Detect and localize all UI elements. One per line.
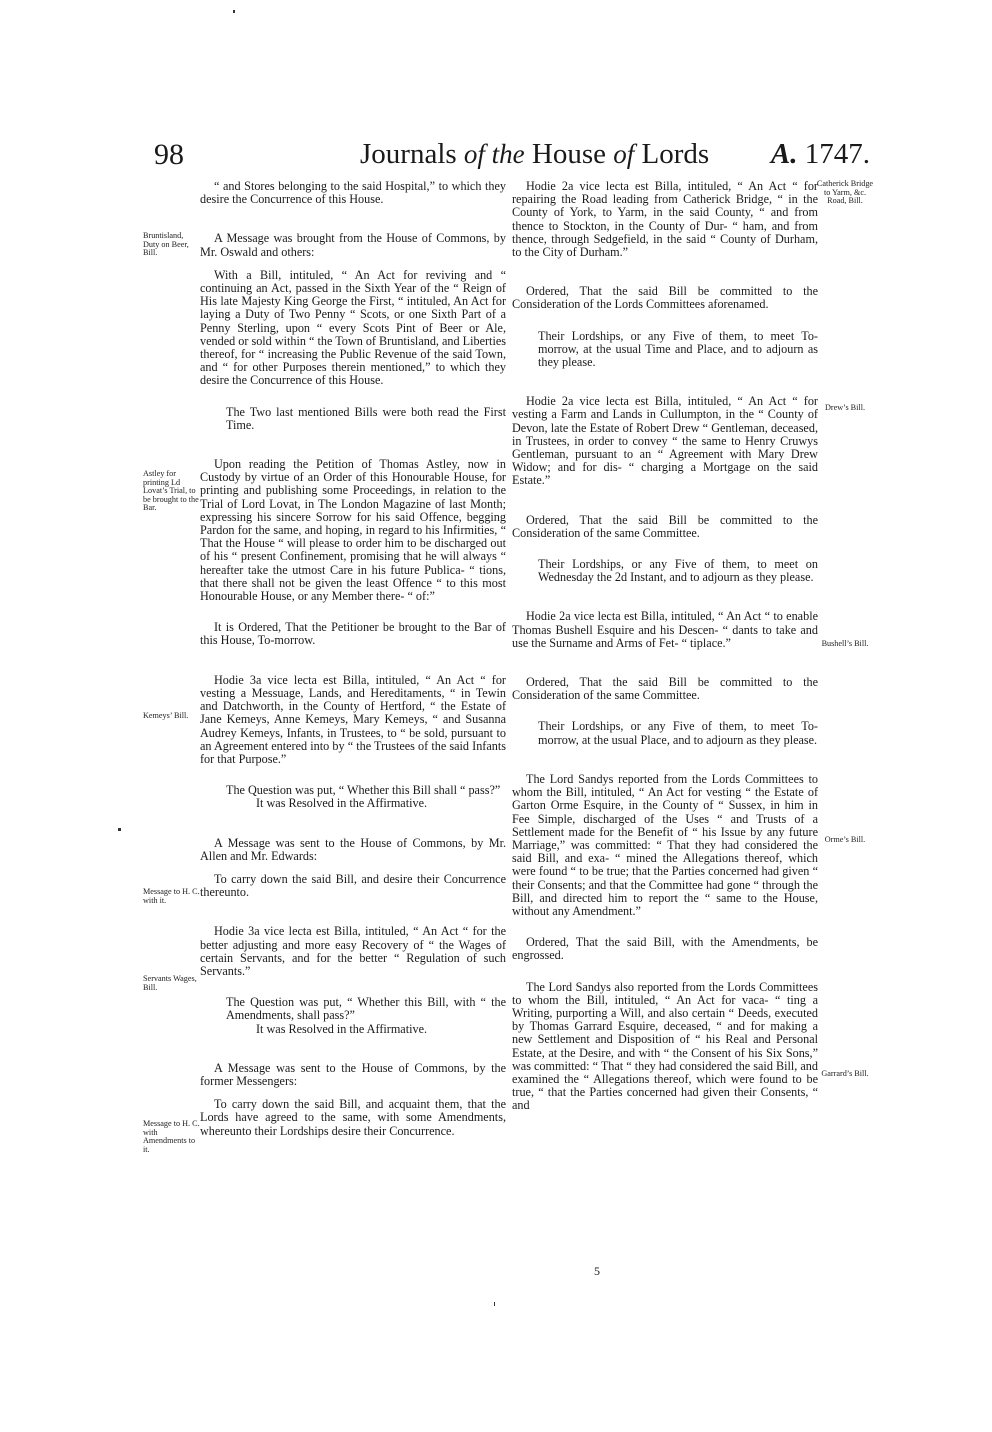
paragraph: Hodie 2a vice lecta est Billa, intituled, “ An Act “ for vesting a Farm and Lands in Cullumpton, in the “ County of Devon, late the Estate of Robert Drew “ Gentleman, deceased, in Trustees, in order to convey “ the same to Henry Cruwys Gentleman, pursuant to an “ Agreement with Mary Drew Widow; and for dis- “ charging a Mortgage on the said Estate.” (512, 394, 818, 488)
margin-note: Catherick Bridge to Yarm, &c. Road, Bill. (816, 179, 874, 206)
top-tick-mark (233, 10, 235, 13)
page-number: 98 (154, 138, 184, 171)
margin-note: Bushell’s Bill. (821, 639, 869, 648)
page-header (150, 138, 870, 178)
page-year: A. 1747. (770, 138, 870, 170)
paragraph: A Message was sent to the House of Commons, by the former Messengers: (200, 1060, 506, 1088)
margin-note: Drew’s Bill. (824, 403, 866, 412)
paragraph: Their Lordships, or any Five of them, to meet on Wednesday the 2d Instant, and to adjourn as they please. (538, 557, 818, 585)
paragraph: Ordered, That the said Bill, with the Amendments, be engrossed. (512, 935, 818, 963)
margin-note: Garrard’s Bill. (821, 1069, 869, 1078)
paragraph: Ordered, That the said Bill be committed to the Consideration of the same Committee. (512, 675, 818, 703)
margin-note: Orme’s Bill. (824, 835, 866, 844)
margin-note: Message to H. C. with Amendments to it. (143, 1119, 200, 1154)
margin-dot (118, 828, 121, 831)
bottom-tick-mark (494, 1302, 495, 1306)
paragraph: It was Resolved in the Affirmative. (256, 1021, 428, 1036)
paragraph: Hodie 3a vice lecta est Billa, intituled, “ An Act “ for vesting a Messuage, Lands, and Hereditaments, “ in Tewin and Datchworth, in the County of Hertford, “ the Estate of Jane Kemeys, Anne Kemeys, Mary Kemeys, “ and Susanna Audrey Kemeys, Infants, in Trustees, to “ be sold, pursuant to an Agreement entered into by “ the Trustees of the said Infants for that Purpose.” (200, 672, 506, 766)
signature-mark: 5 (594, 1264, 600, 1278)
paragraph: With a Bill, intituled, “ An Act for reviving and “ continuing an Act, passed in the Sixth Year of the “ Reign of His late Majesty King George the First, “ intituled, An Act for laying a Duty of Two Penny “ Scots, or one Sixth Part of a Penny Sterling, upon “ every Scots Pint of Beer or Ale, vended or sold within “ the Town of Bruntisland, and Liberties thereof, for “ increasing the Public Revenue of the said Town, and “ for other Purposes therein mentioned,” to which they desire the Concurrence of this House. (200, 267, 506, 388)
paragraph: It was Resolved in the Affirmative. (256, 796, 428, 811)
paragraph: Their Lordships, or any Five of them, to meet To-morrow, at the usual Place, and to adjourn as they please. (538, 719, 818, 747)
paragraph: To carry down the said Bill, and acquaint them, that the Lords have agreed to the same, with some Amendments, whereunto their Lordships desire their Concurrence. (200, 1097, 506, 1138)
paragraph: Ordered, That the said Bill be committed to the Consideration of the same Committee. (512, 512, 818, 540)
margin-note: Kemeys’ Bill. (143, 711, 189, 720)
paragraph: Hodie 2a vice lecta est Billa, intituled, “ An Act “ to enable Thomas Bushell Esquire and his Descen- “ dants to take and use the Surname and Arms of Fet- “ tiplace.” (512, 609, 818, 650)
margin-note: Message to H. C. with it. (143, 887, 200, 905)
paragraph: The Lord Sandys reported from the Lords Committees to whom the Bill, intituled, “ An Act for vesting “ the Estate of Garton Orme Esquire, in the County of “ Sussex, in him in Fee Simple, discharged of the Uses “ and Trusts of a Settlement made for the Benefit of “ his Issue by any future Marriage,” was committed: “ That they had considered the said Bill, and exa- “ mined the Allegations thereof, which were found “ to be true; that the Parties concerned had given “ their Consents; and that the Committee had gone “ through the Bill, and directed him to report the “ same to the House, without any Amendment.” (512, 771, 818, 918)
paragraph: “ and Stores belonging to the said Hospital,” to which they desire the Concurrence of this House. (200, 179, 506, 207)
paragraph: The Two last mentioned Bills were both read the First Time. (226, 404, 506, 432)
paragraph: Upon reading the Petition of Thomas Astley, now in Custody by virtue of an Order of this Honourable House, for printing and publishing some Proceedings, in relation to the Trial of Lord Lovat, in The London Magazine of last Month; expressing his sincere Sorrow for his said Offence, begging Pardon for the same, and hoping, in regard to his Infirmities, “ That the House “ will please to order him to be discharged out of his “ present Confinement, promising that he will always “ hereafter take the utmost Care in his future Publica- “ tions, that there shall not be given the least Offence “ to this most Honourable House, or any Member there- “ of:” (200, 457, 506, 604)
paragraph: To carry down the said Bill, and desire their Concurrence thereunto. (200, 871, 506, 900)
paragraph: The Lord Sandys also reported from the Lords Committees to whom the Bill, intituled, “ An Act for vaca- “ ting a Writing, purporting a Will, and also certain “ Deeds, executed by Thomas Garrard Esquire, deceased, “ and for making a new Settlement and Disposition of “ his Real and Personal Estate, at the Desire, and with “ the Consent of his Six Sons,” was committed: “ That “ they had considered the said Bill, and examined the “ Allegations thereof, which were found to be true, “ that the Parties concerned had given their Consents, “ and (512, 979, 818, 1113)
margin-note: Bruntisland, Duty on Beer, Bill. (143, 231, 189, 258)
paragraph: It is Ordered, That the Petitioner be brought to the Bar of this House, To-morrow. (200, 620, 506, 648)
right-column (512, 180, 818, 1113)
paragraph: Ordered, That the said Bill be committed to the Consideration of the Lords Committees aforenamed. (512, 284, 818, 312)
paragraph: The Question was put, “ Whether this Bill, with “ the Amendments, shall pass?” (226, 995, 506, 1023)
margin-note: Servants Wages, Bill. (143, 974, 197, 992)
paragraph: Hodie 3a vice lecta est Billa, intituled, “ An Act “ for the better adjusting and more easy Recovery of “ the Wages of certain Servants, and for the better “ Regulation of such Servants.” (200, 924, 506, 978)
paragraph: A Message was sent to the House of Commons, by Mr. Allen and Mr. Edwards: (200, 835, 506, 863)
paragraph: Hodie 2a vice lecta est Billa, intituled, “ An Act “ for repairing the Road leading from Catherick Bridge, “ in the County of York, to Yarm, in the said County, “ and from thence to Stockton, in the County of Dur- “ ham, and from thence, through Sedgefield, in the said “ County of Durham, to the City of Durham.” (512, 179, 818, 260)
left-column (200, 180, 506, 1138)
paragraph: A Message was brought from the House of Commons, by Mr. Oswald and others: (200, 231, 506, 259)
margin-note: Astley for printing Ld Lovat’s Trial, to be brought to the Bar. (143, 469, 199, 513)
paragraph: The Question was put, “ Whether this Bill shall “ pass?” (226, 783, 501, 798)
running-title: Journals of the House of Lords (360, 138, 710, 170)
paragraph: Their Lordships, or any Five of them, to meet To-morrow, at the usual Time and Place, and to adjourn as they please. (538, 328, 818, 370)
